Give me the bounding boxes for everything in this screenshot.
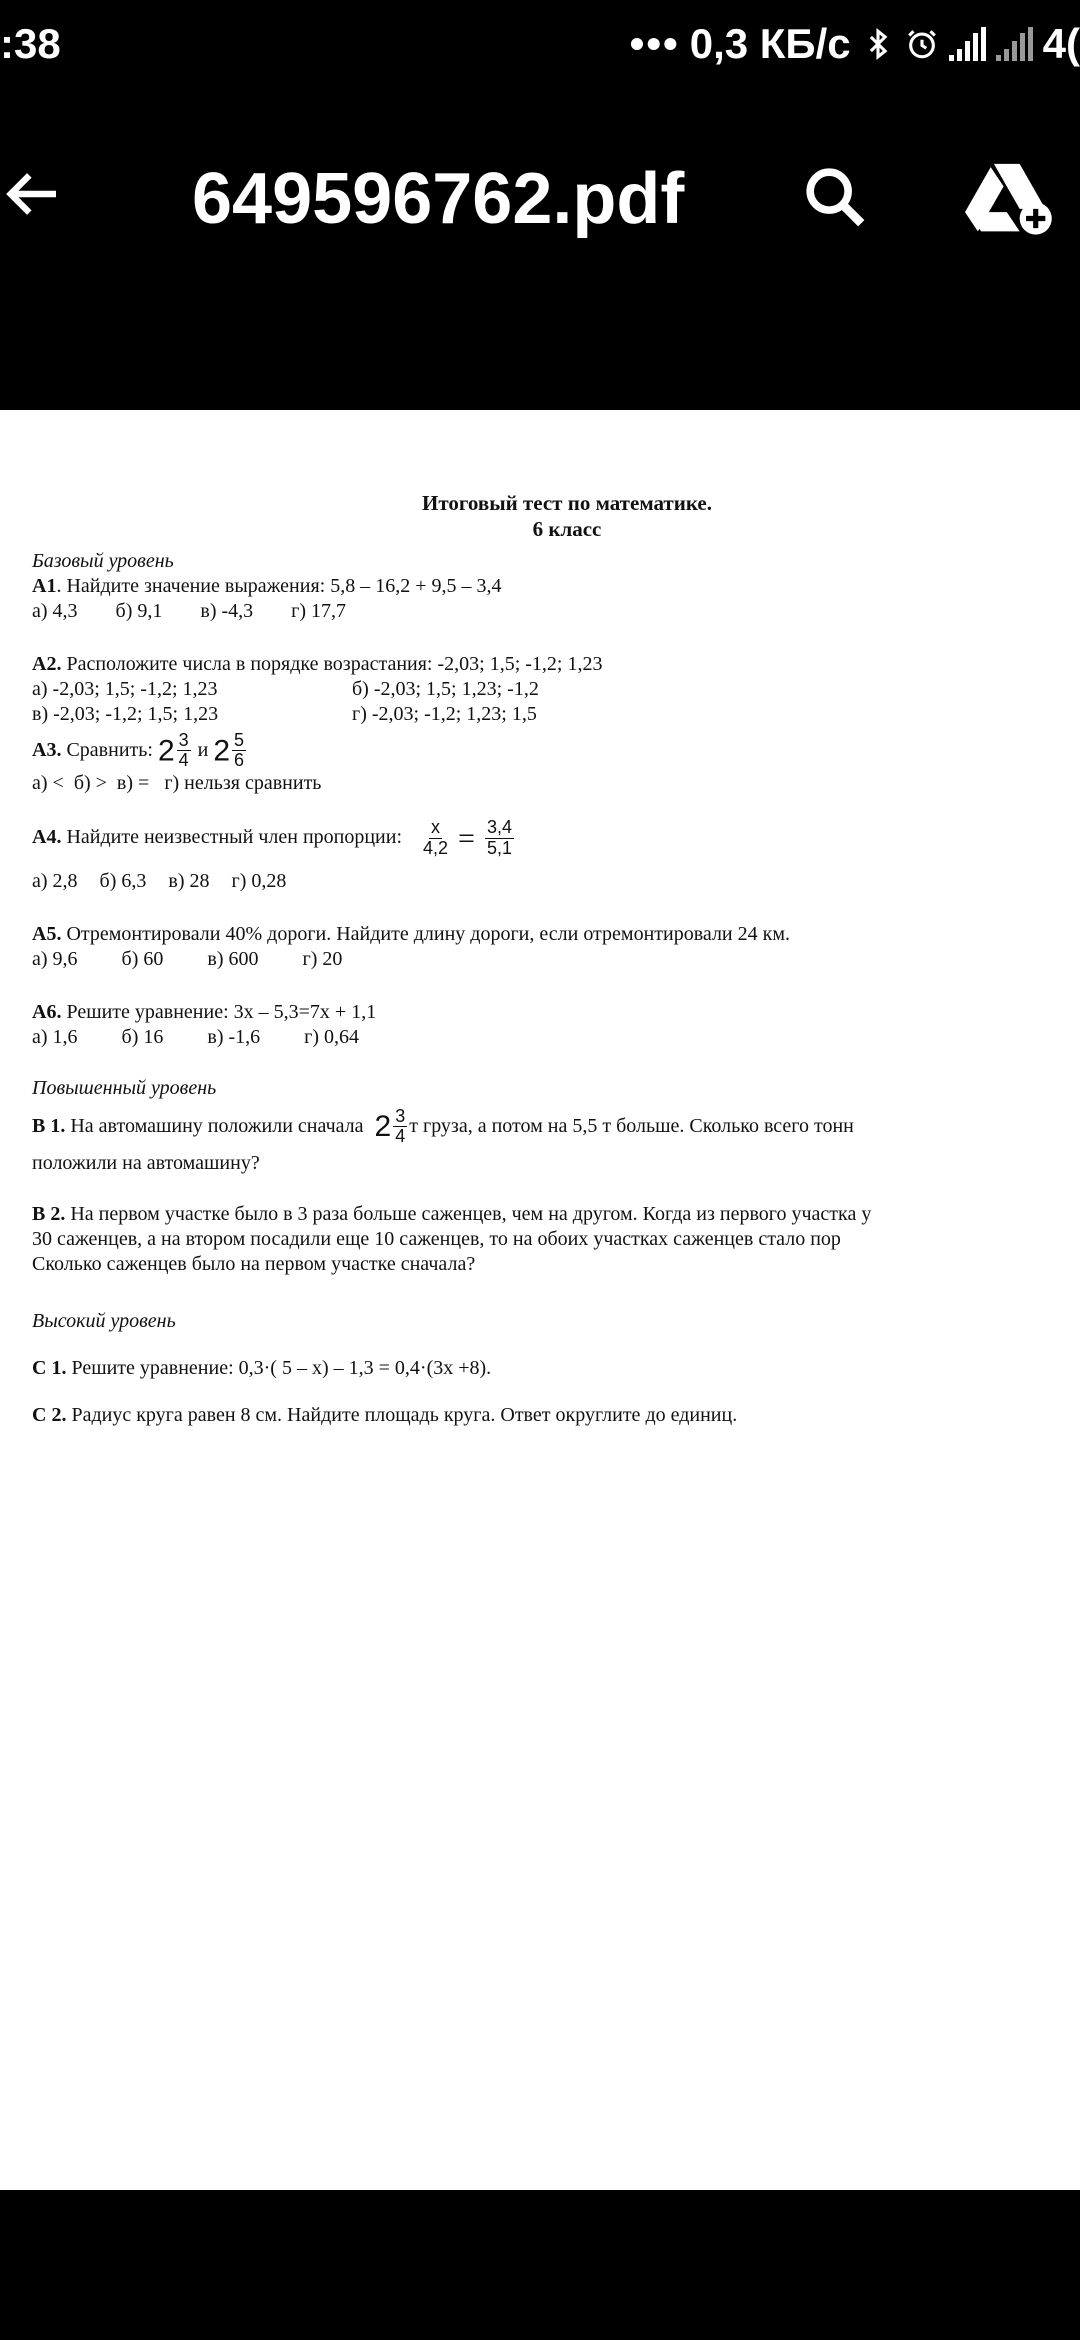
- q-num: А6.: [32, 1000, 62, 1023]
- option: а) -2,03; 1,5; -1,2; 1,23: [32, 677, 218, 700]
- option: в) 28: [168, 869, 210, 892]
- question-b1: [32, 1107, 1072, 1148]
- option: а) 1,6: [32, 1025, 78, 1048]
- option: в) -4,3: [200, 599, 254, 622]
- mixed-whole: 2: [157, 734, 175, 768]
- q-text: Расположите числа в порядке возрастания: -2,03; 1,5; -1,2; 1,23: [61, 652, 603, 675]
- question-a4: [32, 818, 1072, 859]
- battery-level: 4(: [1042, 20, 1080, 67]
- question-c2: [32, 1403, 1072, 1428]
- fraction: $\frac{3}{4}$: [395, 1105, 406, 1147]
- q-num: А4.: [32, 825, 62, 848]
- option: б) 60: [121, 947, 164, 970]
- option: в) -2,03; -1,2; 1,5; 1,23: [32, 702, 219, 725]
- q-num: А5.: [32, 922, 62, 945]
- alarm-icon: [905, 27, 939, 61]
- option: а) 2,8: [32, 869, 78, 892]
- option: в) 600: [207, 947, 259, 970]
- q-num: А2.: [32, 652, 62, 675]
- fraction: $\frac{3,4}{5,1}$: [486, 817, 512, 858]
- question-a2: [32, 652, 1072, 677]
- question-b2: [32, 1202, 1072, 1227]
- document-content: [32, 490, 1072, 1428]
- a3-options: а) < б) > в) = г) нельзя сравнить: [32, 772, 322, 795]
- q-num: С 1.: [32, 1357, 67, 1380]
- option: б) -2,03; 1,5; 1,23; -1,2: [352, 677, 539, 700]
- q-text: Радиус круга равен 8 см. Найдите площадь круга. Ответ округлите до единиц.: [66, 1404, 738, 1427]
- b2-line3: Сколько саженцев было на первом участке сначала?: [32, 1253, 476, 1276]
- option: б) 9,1: [115, 599, 163, 622]
- bluetooth-icon: [861, 27, 895, 61]
- option: г) 0,64: [304, 1025, 360, 1048]
- option: а) 9,6: [32, 947, 78, 970]
- q-num: А3.: [32, 738, 62, 761]
- b2-line2: 30 саженцев, а на втором посадили еще 10 саженцев, то на обоих участках саженцев стало пор: [32, 1228, 841, 1251]
- pdf-page[interactable]: [0, 410, 1080, 2190]
- and-word: и: [192, 738, 214, 761]
- status-icons: [630, 20, 1080, 68]
- option: б) 16: [121, 1025, 164, 1048]
- question-a5: [32, 922, 1072, 947]
- fraction: $\frac{3}{4}$: [178, 729, 189, 771]
- section-advanced: Повышенный уровень: [32, 1076, 217, 1099]
- back-arrow-icon[interactable]: [0, 162, 64, 226]
- fraction: $\frac{5}{6}$: [234, 729, 245, 771]
- mixed-whole: 2: [213, 734, 231, 768]
- q-text-cont: т груза, а потом на 5,5 т больше. Сколько всего тонн: [409, 1114, 854, 1137]
- section-base: Базовый уровень: [32, 549, 174, 572]
- equals-sign: =: [458, 821, 475, 855]
- option: б) 6,3: [99, 869, 147, 892]
- option: г) -2,03; -1,2; 1,23; 1,5: [352, 702, 537, 725]
- a6-options: [32, 1025, 1072, 1050]
- option: в) -1,6: [207, 1025, 261, 1048]
- option: г) 0,28: [231, 869, 287, 892]
- q-text: Решите уравнение: 0,3·( 5 – x) – 1,3 = 0,4·(3x +8).: [66, 1357, 492, 1380]
- fraction: $\frac{x}{4,2}$: [423, 817, 449, 858]
- status-bar: [0, 0, 1080, 100]
- q-text: На автомашину положили сначала: [65, 1114, 369, 1137]
- document-title: 649596762.pdf: [192, 159, 685, 239]
- question-a1: [32, 574, 1072, 599]
- a2-options: [32, 677, 1072, 727]
- search-icon[interactable]: [800, 162, 870, 232]
- q-text: Сравнить:: [61, 738, 158, 761]
- bottom-area: [0, 2190, 1080, 2340]
- option: г) 20: [302, 947, 343, 970]
- q-text: На первом участке было в 3 раза больше саженцев, чем на другом. Когда из первого участка у: [65, 1203, 872, 1226]
- option: г) 17,7: [291, 599, 347, 622]
- q-num: А1: [32, 574, 57, 597]
- section-high: Высокий уровень: [32, 1310, 176, 1333]
- doc-heading: Итоговый тест по математике.: [421, 491, 712, 515]
- option: а) 4,3: [32, 599, 78, 622]
- status-time: :38: [0, 20, 61, 67]
- a5-options: [32, 947, 1072, 972]
- doc-grade: 6 класс: [532, 517, 602, 542]
- q-num: С 2.: [32, 1404, 67, 1427]
- app-bar: [0, 100, 1080, 410]
- b1-line2: положили на автомашину?: [32, 1152, 260, 1175]
- a1-options: [32, 599, 1072, 624]
- mixed-whole: 2: [374, 1110, 392, 1144]
- a4-options: [32, 869, 1072, 894]
- signal-icon: [949, 27, 986, 61]
- question-a6: [32, 1000, 1072, 1025]
- notification-dots: •••: [629, 20, 680, 67]
- q-text: Найдите неизвестный член пропорции:: [61, 825, 408, 848]
- question-c1: [32, 1356, 1072, 1381]
- network-speed: 0,3 КБ/с: [689, 20, 851, 67]
- add-to-drive-icon[interactable]: [965, 156, 1055, 236]
- q-text: Отремонтировали 40% дороги. Найдите длину дороги, если отремонтировали 24 км.: [61, 922, 791, 945]
- q-text: Решите уравнение: 3х – 5,3=7х + 1,1: [61, 1000, 377, 1023]
- q-num: В 2.: [32, 1203, 66, 1226]
- signal-2-icon: [996, 27, 1033, 61]
- q-num: В 1.: [32, 1114, 66, 1137]
- q-text: . Найдите значение выражения: 5,8 – 16,2 + 9,5 – 3,4: [56, 574, 502, 597]
- question-a3: [32, 731, 1072, 772]
